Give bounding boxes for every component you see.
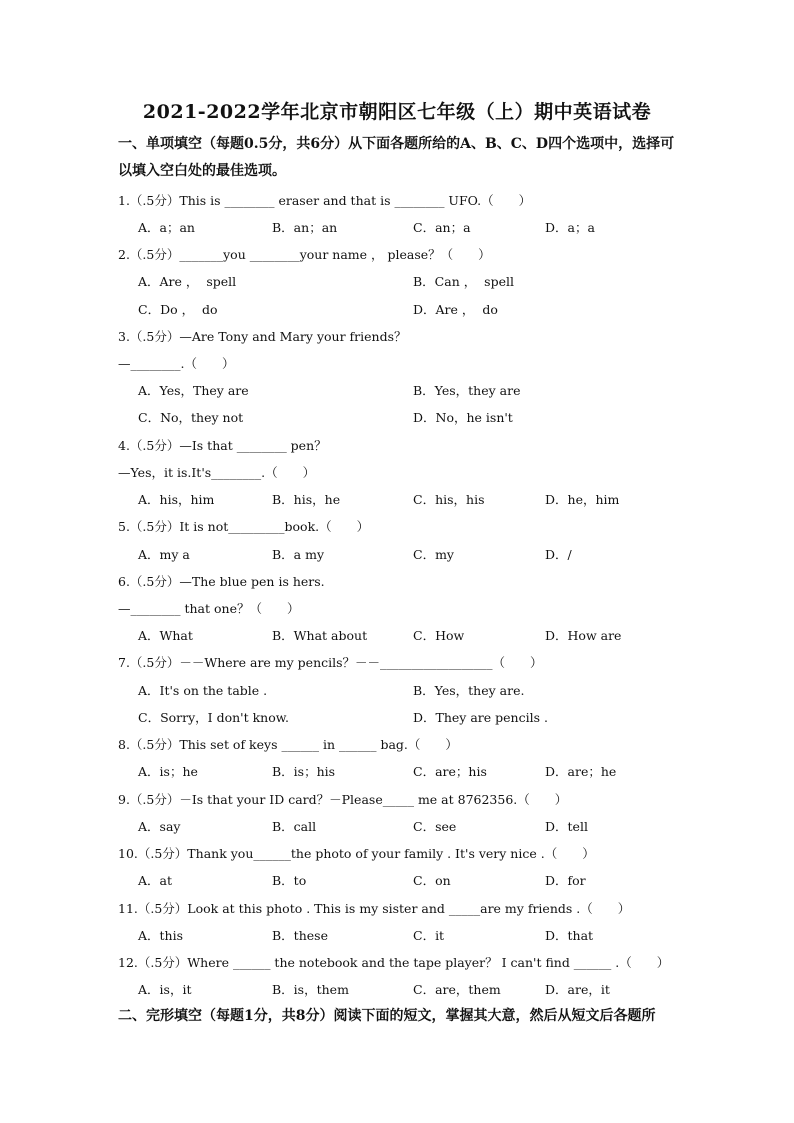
question-5-option-a[interactable]: A．my a xyxy=(138,547,190,562)
question-5-option-d[interactable]: D．/ xyxy=(545,547,572,562)
question-1-stem: 1.（.5分）This is ________ eraser and that is ________ UFO.（ ） xyxy=(118,193,532,208)
question-2-option-b[interactable]: B．Can ， spell xyxy=(413,274,514,289)
question-6-option-c[interactable]: C．How xyxy=(413,628,465,643)
question-10-option-b[interactable]: B．to xyxy=(272,873,307,888)
question-4-option-b[interactable]: B．his，he xyxy=(272,492,341,507)
question-5-option-b[interactable]: B．a my xyxy=(272,547,325,562)
question-6-option-d[interactable]: D．How are xyxy=(545,628,622,643)
question-12-option-b[interactable]: B．is，them xyxy=(272,982,349,997)
question-6-option-b[interactable]: B．What about xyxy=(272,628,368,643)
page-title: 2021-2022学年北京市朝阳区七年级（上）期中英语试卷 xyxy=(142,101,652,123)
question-3-option-a[interactable]: A．Yes，They are xyxy=(138,383,249,398)
question-11-option-c[interactable]: C．it xyxy=(413,928,445,943)
question-7-option-d[interactable]: D．They are pencils . xyxy=(413,710,548,725)
question-2-option-a[interactable]: A．Are ， spell xyxy=(138,274,237,289)
question-5-option-c[interactable]: C．my xyxy=(413,547,454,562)
question-5-stem: 5.（.5分）It is not_________book.（ ） xyxy=(118,519,370,534)
question-7-option-b[interactable]: B．Yes，they are. xyxy=(413,683,525,698)
question-6-option-a[interactable]: A．What xyxy=(138,628,193,643)
question-1-option-a[interactable]: A．a；an xyxy=(138,220,195,235)
question-8-stem: 8.（.5分）This set of keys ______ in ______ bag.（ ） xyxy=(118,737,458,752)
question-12-option-d[interactable]: D．are，it xyxy=(545,982,610,997)
question-4-option-d[interactable]: D．he，him xyxy=(545,492,620,507)
question-12-option-c[interactable]: C．are，them xyxy=(413,982,501,997)
question-1-option-b[interactable]: B．an；an xyxy=(272,220,338,235)
question-2-option-d[interactable]: D．Are ， do xyxy=(413,302,498,317)
question-10-option-d[interactable]: D．for xyxy=(545,873,586,888)
question-9-option-d[interactable]: D．tell xyxy=(545,819,588,834)
question-9-stem: 9.（.5分）－Is that your ID card？－Please_____ me at 8762356.（ ） xyxy=(118,792,568,807)
question-3-option-c[interactable]: C．No，they not xyxy=(138,410,244,425)
question-11-option-d[interactable]: D．that xyxy=(545,928,594,943)
question-1-option-d[interactable]: D．a；a xyxy=(545,220,595,235)
question-10-option-c[interactable]: C．on xyxy=(413,873,451,888)
question-10-stem: 10.（.5分）Thank you______the photo of your family . It's very nice .（ ） xyxy=(118,846,595,861)
question-7-option-a[interactable]: A．It's on the table . xyxy=(138,683,268,698)
question-7-stem: 7.（.5分）－－Where are my pencils？－－__________________（ ） xyxy=(118,655,543,670)
question-2-option-c[interactable]: C．Do ， do xyxy=(138,302,218,317)
question-2-stem: 2.（.5分）_______you ________your name ， please？（ ） xyxy=(118,247,491,262)
question-4-option-a[interactable]: A．his，him xyxy=(138,492,215,507)
question-6-stem: 6.（.5分）—The blue pen is hers. xyxy=(118,574,325,589)
question-4-stem: 4.（.5分）—Is that ________ pen？ xyxy=(118,438,327,453)
question-9-option-c[interactable]: C．see xyxy=(413,819,457,834)
question-6-stem-line2: —________ that one？（ ） xyxy=(118,601,300,616)
question-7-option-c[interactable]: C．Sorry，I don't know. xyxy=(138,710,289,725)
question-12-option-a[interactable]: A．is，it xyxy=(138,982,192,997)
question-11-option-b[interactable]: B．these xyxy=(272,928,328,943)
question-4-option-c[interactable]: C．his，his xyxy=(413,492,485,507)
question-8-option-d[interactable]: D．are；he xyxy=(545,764,617,779)
question-8-option-a[interactable]: A．is；he xyxy=(138,764,198,779)
section-heading-cloze: 二、完形填空（每题1分，共8分）阅读下面的短文，掌握其大意，然后从短文后各题所 xyxy=(118,1008,656,1024)
section-heading-single-choice: 一、单项填空（每题0.5分，共6分）从下面各题所给的A、B、C、D四个选项中，选择可以填入空白处的最佳选项。 xyxy=(118,136,675,179)
question-1-option-c[interactable]: C．an；a xyxy=(413,220,471,235)
question-3-stem-line2: —________.（ ） xyxy=(118,356,235,371)
question-8-option-c[interactable]: C．are；his xyxy=(413,764,487,779)
question-9-option-a[interactable]: A．say xyxy=(138,819,181,834)
question-3-option-b[interactable]: B．Yes，they are xyxy=(413,383,521,398)
question-3-stem: 3.（.5分）—Are Tony and Mary your friends？ xyxy=(118,329,407,344)
question-3-option-d[interactable]: D．No，he isn't xyxy=(413,410,513,425)
question-11-stem: 11.（.5分）Look at this photo . This is my sister and _____are my friends .（ ） xyxy=(118,901,631,916)
question-4-stem-line2: —Yes，it is.It's________.（ ） xyxy=(118,465,316,480)
question-10-option-a[interactable]: A．at xyxy=(138,873,173,888)
question-12-stem: 12.（.5分）Where ______ the notebook and the tape player？ I can't find ______ .（ ） xyxy=(118,955,670,970)
question-9-option-b[interactable]: B．call xyxy=(272,819,317,834)
question-11-option-a[interactable]: A．this xyxy=(138,928,184,943)
question-8-option-b[interactable]: B．is；his xyxy=(272,764,336,779)
